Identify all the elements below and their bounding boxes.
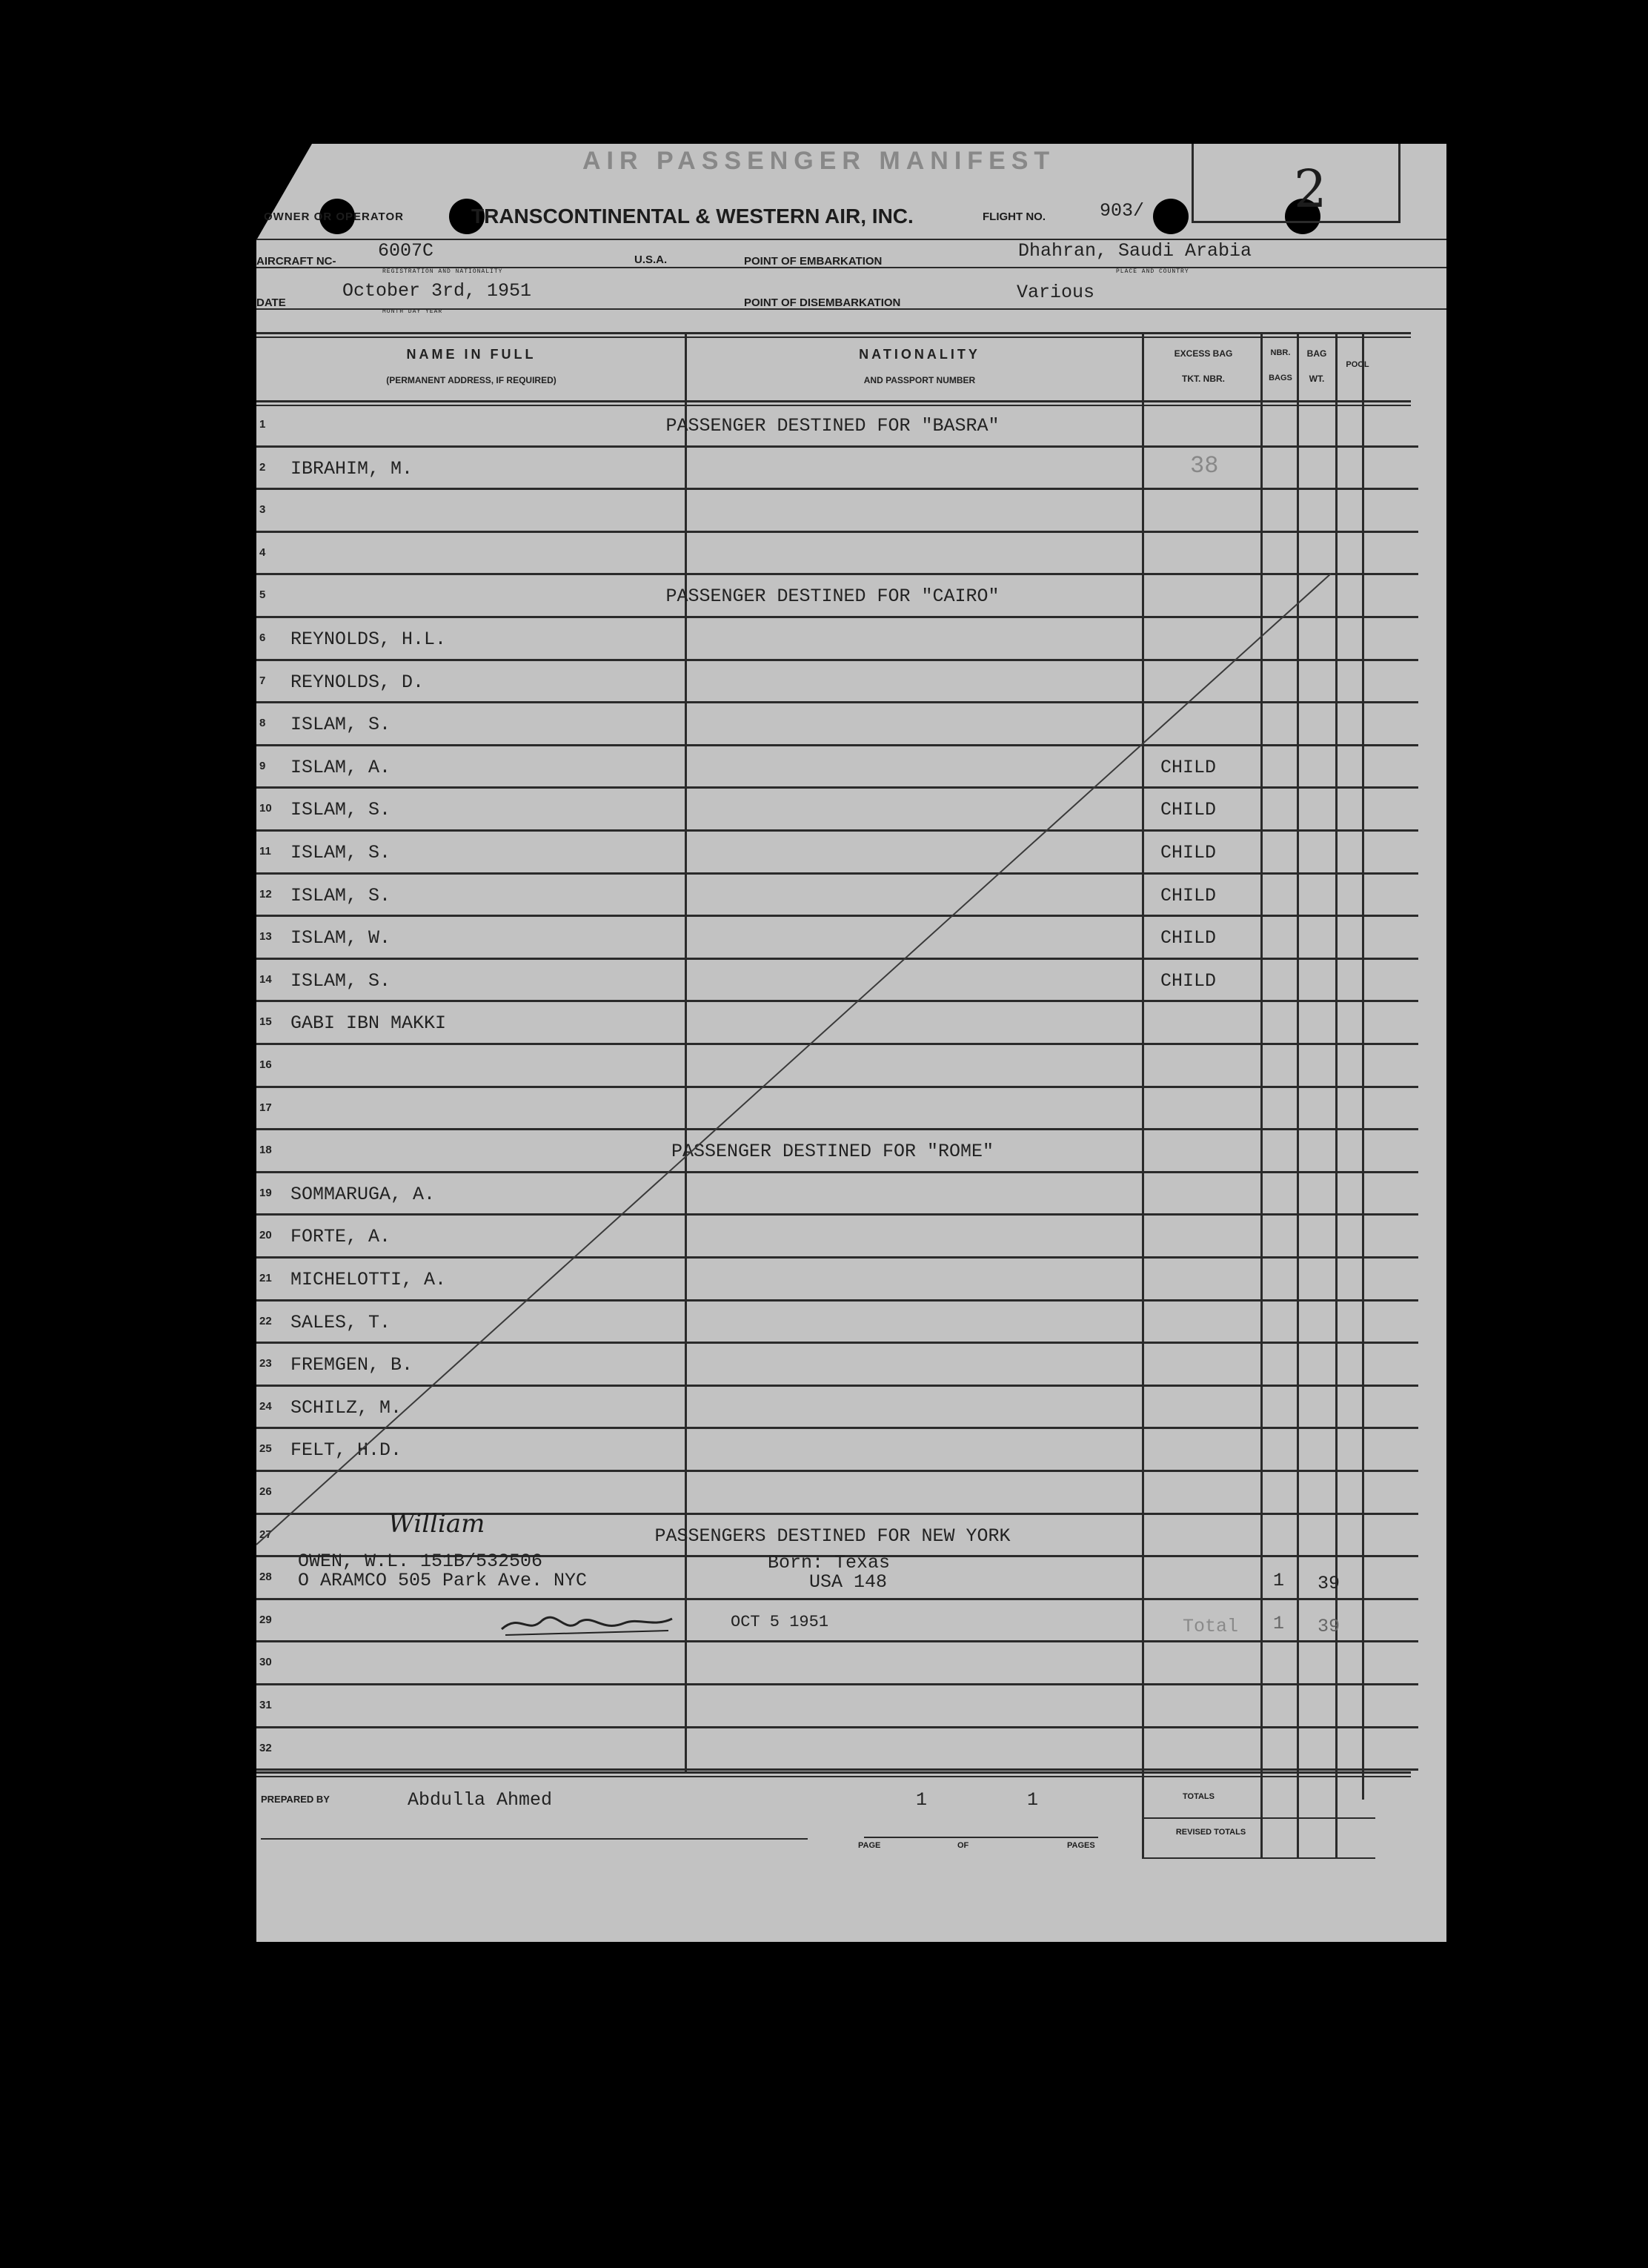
totals-rule — [1142, 1857, 1375, 1859]
row-number: 3 — [259, 503, 266, 517]
ny-bags: 1 — [1273, 1570, 1285, 1591]
excess-bag-ticket: CHILD — [1160, 799, 1217, 821]
destination-heading: PASSENGERS DESTINED FOR NEW YORK — [654, 1525, 1011, 1547]
ny-passport: USA 148 — [809, 1571, 888, 1593]
col-name-header: NAME IN FULL — [406, 347, 536, 362]
handwritten-name: William — [388, 1509, 485, 1539]
page-label: PAGE — [858, 1841, 881, 1850]
col-excess-header: EXCESS BAG — [1174, 348, 1233, 359]
passenger-name: FREMGEN, B. — [290, 1354, 413, 1376]
passenger-name: SCHILZ, M. — [290, 1396, 402, 1419]
row-number: 30 — [259, 1656, 272, 1669]
flight-label: FLIGHT NO. — [983, 210, 1046, 223]
destination-heading: PASSENGER DESTINED FOR "CAIRO" — [665, 586, 1000, 608]
row-number: 20 — [259, 1229, 272, 1242]
aircraft-number: 6007C — [378, 240, 434, 262]
row-number: 6 — [259, 631, 266, 644]
passenger-name: REYNOLDS, D. — [290, 671, 425, 693]
manifest-date: October 3rd, 1951 — [342, 280, 532, 302]
signature-scrawl — [498, 1605, 676, 1642]
col-bags-header: NBR. — [1270, 348, 1291, 357]
row-number: 26 — [259, 1485, 272, 1498]
row-number: 14 — [259, 972, 272, 986]
passenger-name: REYNOLDS, H.L. — [290, 629, 447, 650]
row-number: 28 — [259, 1571, 272, 1584]
total-bags: 1 — [1273, 1613, 1285, 1634]
row-number: 10 — [259, 802, 272, 815]
col-nationality-subheader: AND PASSPORT NUMBER — [863, 375, 976, 385]
cancel-diagonal-line — [256, 144, 1446, 1942]
row-number: 4 — [259, 546, 266, 559]
row-number: 15 — [259, 1015, 272, 1029]
row-number: 2 — [259, 460, 266, 474]
ny-passenger-name: OWEN, W.L. 151B/532506 — [298, 1551, 543, 1572]
row-number: 16 — [259, 1058, 272, 1071]
embarkation-point: Dhahran, Saudi Arabia — [1018, 240, 1252, 262]
excess-bag-ticket: CHILD — [1160, 927, 1217, 949]
pages-label: PAGES — [1067, 1841, 1095, 1850]
passenger-name: ISLAM, S. — [290, 884, 391, 906]
passenger-name: FORTE, A. — [290, 1226, 391, 1248]
row-number: 27 — [259, 1528, 272, 1541]
col-nationality-header: NATIONALITY — [859, 347, 980, 362]
embarkation-label: POINT OF EMBARKATION — [744, 255, 883, 268]
date-caption: MONTH DAY YEAR — [382, 308, 443, 315]
row-number: 12 — [259, 887, 272, 901]
passenger-name: GABI IBN MAKKI — [290, 1012, 447, 1035]
operator-name: TRANSCONTINENTAL & WESTERN AIR, INC. — [471, 205, 914, 228]
col-weight-subheader: WT. — [1309, 374, 1325, 384]
row-number: 24 — [259, 1399, 272, 1413]
col-name-subheader: (PERMANENT ADDRESS, IF REQUIRED) — [386, 375, 556, 385]
aircraft-label: AIRCRAFT NC- — [256, 255, 336, 268]
row-number: 18 — [259, 1144, 272, 1157]
row-number: 23 — [259, 1357, 272, 1370]
passenger-name: ISLAM, A. — [290, 756, 391, 778]
page-rule — [864, 1837, 1098, 1838]
of-label: OF — [957, 1841, 969, 1850]
row-number: 7 — [259, 674, 266, 687]
passenger-name: SOMMARUGA, A. — [290, 1183, 436, 1205]
passenger-name: FELT, H.D. — [290, 1439, 402, 1462]
total-label: Total — [1183, 1616, 1239, 1637]
footer-rule — [256, 1776, 1411, 1777]
corner-mark: 2 — [1294, 159, 1327, 219]
passenger-name: MICHELOTTI, A. — [290, 1269, 447, 1290]
passenger-name: IBRAHIM, M. — [290, 457, 413, 480]
passenger-name: ISLAM, S. — [290, 842, 391, 863]
passenger-name: ISLAM, S. — [290, 714, 391, 736]
col-bags-subheader: BAGS — [1269, 374, 1292, 382]
row-number: 8 — [259, 717, 266, 730]
col-excess-subheader: TKT. NBR. — [1182, 374, 1225, 384]
disembarkation-point: Various — [1017, 282, 1095, 303]
manifest-sheet — [256, 144, 1446, 1942]
excess-bag-ticket: 38 — [1190, 451, 1219, 480]
destination-heading: PASSENGER DESTINED FOR "BASRA" — [665, 415, 1000, 437]
prepared-by-label: PREPARED BY — [261, 1794, 330, 1805]
col-pool-header: POOL — [1346, 360, 1369, 369]
excess-bag-ticket: CHILD — [1160, 884, 1217, 906]
ny-weight: 39 — [1318, 1573, 1340, 1594]
nationality-label: U.S.A. — [634, 253, 668, 266]
row-number: 21 — [259, 1272, 272, 1284]
page-count: 1 — [1027, 1789, 1039, 1811]
row-number: 25 — [259, 1442, 272, 1456]
flight-number: 903/ — [1100, 200, 1145, 222]
row-number: 13 — [259, 930, 272, 944]
revised-totals-label: REVISED TOTALS — [1175, 1828, 1246, 1837]
excess-bag-ticket: CHILD — [1160, 756, 1217, 778]
row-number: 29 — [259, 1613, 272, 1626]
totals-label: TOTALS — [1183, 1792, 1215, 1801]
passenger-name: ISLAM, W. — [290, 927, 391, 949]
registration-caption: REGISTRATION AND NATIONALITY — [382, 268, 503, 275]
place-caption: PLACE AND COUNTRY — [1116, 268, 1189, 275]
form-title: AIR PASSENGER MANIFEST — [582, 147, 1056, 175]
row-number: 17 — [259, 1101, 272, 1114]
row-number: 31 — [259, 1699, 272, 1711]
received-stamp-date: OCT 5 1951 — [731, 1613, 829, 1631]
ny-passenger-address: O ARAMCO 505 Park Ave. NYC — [298, 1570, 588, 1591]
passenger-name: ISLAM, S. — [290, 969, 391, 992]
passenger-name: SALES, T. — [290, 1311, 391, 1333]
date-label: DATE — [256, 296, 286, 309]
page-number: 1 — [916, 1789, 928, 1811]
prepared-by-name: Abdulla Ahmed — [408, 1789, 553, 1811]
row-number: 32 — [259, 1741, 272, 1754]
total-weight: 39 — [1318, 1616, 1340, 1637]
ny-birthplace: Born: Texas — [768, 1552, 891, 1574]
row-number: 22 — [259, 1314, 272, 1327]
footer-rule — [256, 1771, 1411, 1774]
disembarkation-label: POINT OF DISEMBARKATION — [744, 296, 901, 309]
excess-bag-ticket: CHILD — [1160, 842, 1217, 863]
signature-rule — [261, 1838, 808, 1840]
row-number: 9 — [259, 759, 266, 772]
totals-rule — [1142, 1817, 1375, 1819]
destination-heading: PASSENGER DESTINED FOR "ROME" — [671, 1141, 994, 1163]
excess-bag-ticket: CHILD — [1160, 969, 1217, 992]
passenger-name: ISLAM, S. — [290, 799, 391, 821]
owner-label: OWNER OR OPERATOR — [264, 210, 404, 223]
row-number: 1 — [259, 418, 266, 431]
col-weight-header: BAG — [1306, 348, 1327, 359]
row-number: 19 — [259, 1186, 272, 1199]
row-number: 5 — [259, 588, 266, 602]
row-number: 11 — [259, 845, 271, 858]
